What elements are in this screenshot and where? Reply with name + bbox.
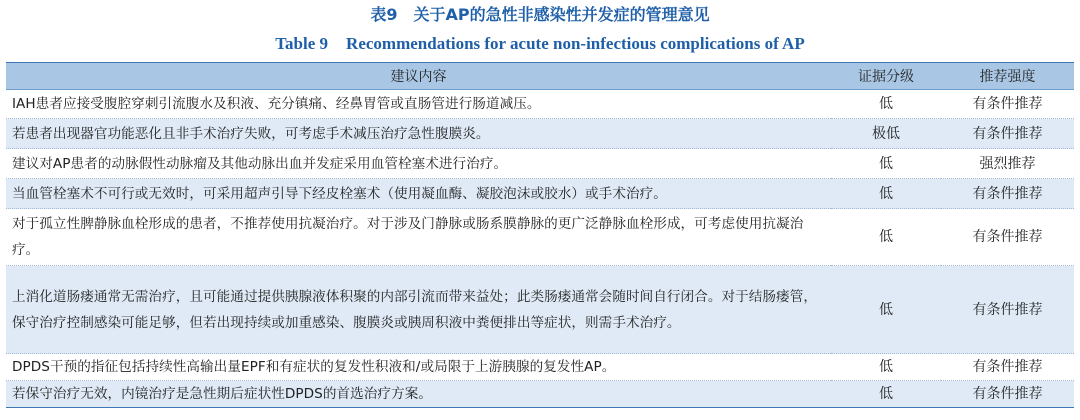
recommendation-cell: DPDS干预的指征包括持续性高输出量EPF和有症状的复发性积液和/或局限于上游胰腺的复发性AP。 [6, 354, 831, 381]
recommendations-table [6, 62, 1074, 408]
strength-cell: 强烈推荐 [941, 149, 1074, 179]
recommendation-cell: 若患者出现器官功能恶化且非手术治疗失败，可考虑手术减压治疗急性腹膜炎。 [6, 119, 831, 149]
strength-cell: 有条件推荐 [941, 354, 1074, 381]
evidence-cell: 低 [831, 381, 941, 408]
table-row [6, 90, 1074, 119]
table-title-english: Recommendations for acute non-infectious complications of AP [346, 34, 805, 53]
table-caption-english [0, 34, 1080, 54]
recommendation-cell: 若保守治疗无效，内镜治疗是急性期后症状性DPDS的首选治疗方案。 [6, 381, 831, 408]
recommendation-cell: IAH患者应接受腹腔穿刺引流腹水及积液、充分镇痛、经鼻胃管或直肠管进行肠道减压。 [6, 90, 831, 119]
table-row [6, 179, 1074, 209]
evidence-cell: 低 [831, 149, 941, 179]
table-header-row [6, 63, 1074, 90]
table-row [6, 354, 1074, 381]
strength-cell: 有条件推荐 [941, 266, 1074, 354]
header-evidence-level: 证据分级 [831, 63, 941, 90]
evidence-cell: 低 [831, 266, 941, 354]
table-row [6, 209, 1074, 266]
table-caption-chinese [0, 5, 1080, 25]
recommendation-cell: 建议对AP患者的动脉假性动脉瘤及其他动脉出血并发症采用血管栓塞术进行治疗。 [6, 149, 831, 179]
strength-cell: 有条件推荐 [941, 179, 1074, 209]
table-row [6, 381, 1074, 408]
strength-cell: 有条件推荐 [941, 209, 1074, 266]
evidence-cell: 低 [831, 209, 941, 266]
table-row [6, 149, 1074, 179]
evidence-cell: 极低 [831, 119, 941, 149]
recommendation-cell: 当血管栓塞术不可行或无效时，可采用超声引导下经皮栓塞术（使用凝血酶、凝胶泡沫或胶水）或手术治疗。 [6, 179, 831, 209]
table-number-english: Table 9 [275, 34, 329, 53]
strength-cell: 有条件推荐 [941, 119, 1074, 149]
table-title-chinese: 关于AP的急性非感染性并发症的管理意见 [413, 5, 710, 24]
table-row [6, 266, 1074, 354]
evidence-cell: 低 [831, 354, 941, 381]
recommendation-cell: 上消化道肠瘘通常无需治疗，且可能通过提供胰腺液体积聚的内部引流而带来益处；此类肠瘘通常会随时间自行闭合。对于结肠瘘管，保守治疗控制感染可能足够，但若出现持续或加重感染、腹膜炎或胰周积液中粪便排出等症状，则需手术治疗。 [6, 266, 831, 354]
header-recommendation: 建议内容 [6, 63, 831, 90]
strength-cell: 有条件推荐 [941, 381, 1074, 408]
table-row [6, 119, 1074, 149]
evidence-cell: 低 [831, 179, 941, 209]
recommendation-cell: 对于孤立性脾静脉血栓形成的患者，不推荐使用抗凝治疗。对于涉及门静脉或肠系膜静脉的更广泛静脉血栓形成，可考虑使用抗凝治疗。 [6, 209, 831, 266]
table-number-chinese: 表9 [370, 5, 398, 24]
evidence-cell: 低 [831, 90, 941, 119]
header-recommendation-strength: 推荐强度 [941, 63, 1074, 90]
strength-cell: 有条件推荐 [941, 90, 1074, 119]
